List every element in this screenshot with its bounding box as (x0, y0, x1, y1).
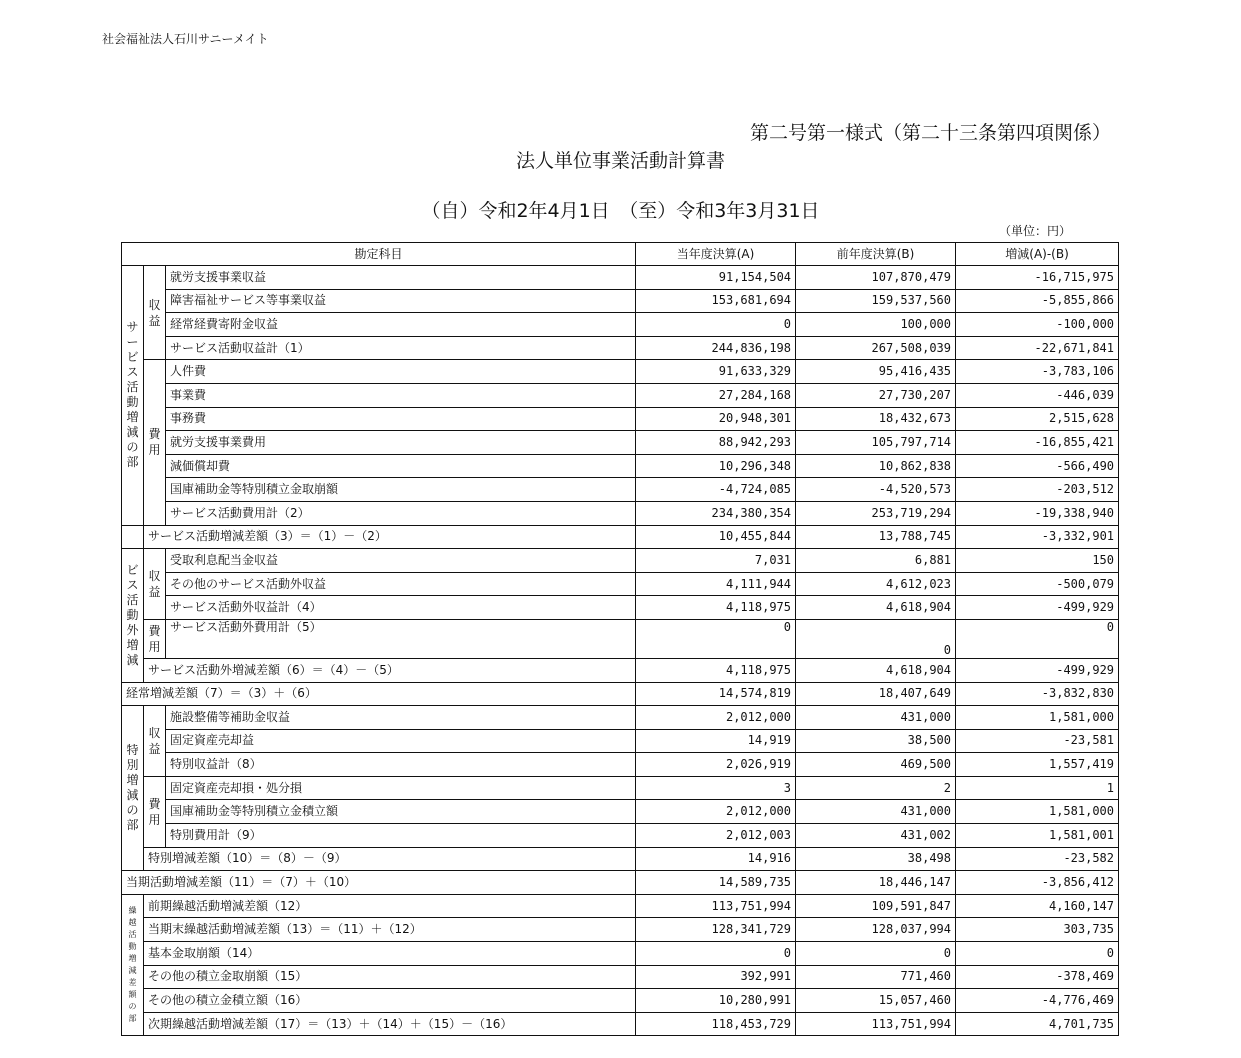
table-row (122, 336, 1119, 360)
value-diff: -3,832,830 (956, 682, 1119, 706)
value-prior: 109,591,847 (796, 894, 956, 918)
table-row (122, 871, 1119, 895)
table-row (122, 918, 1119, 942)
value-diff: 1,581,000 (956, 706, 1119, 730)
group-expense: 費用 (144, 776, 166, 847)
row-label: 当期活動増減差額（11）＝（7）＋（10） (122, 871, 636, 895)
table-row (122, 824, 1119, 848)
value-diff: -499,929 (956, 596, 1119, 620)
form-number: 第二号第一様式（第二十三条第四項関係） (749, 122, 1111, 144)
table-row (122, 682, 1119, 706)
value-diff: -3,332,901 (956, 525, 1119, 549)
row-label: サービス活動収益計（1） (166, 336, 636, 360)
row-label: 特別収益計（8） (166, 753, 636, 777)
row-label: その他の積立金積立額（16） (144, 989, 636, 1013)
col-difference: 増減(A)-(B) (956, 243, 1119, 266)
value-current: 128,341,729 (636, 918, 796, 942)
value-current: 10,280,991 (636, 989, 796, 1013)
table-row (122, 706, 1119, 730)
col-account: 勘定科目 (122, 243, 636, 266)
value-diff: -203,512 (956, 478, 1119, 502)
value-prior: 38,498 (796, 847, 956, 871)
value-diff: -4,776,469 (956, 989, 1119, 1013)
value-diff: -3,783,106 (956, 360, 1119, 384)
value-current: 14,574,819 (636, 682, 796, 706)
value-prior: 4,618,904 (796, 596, 956, 620)
value-prior: 107,870,479 (796, 266, 956, 290)
table-row (122, 989, 1119, 1013)
value-current: 4,118,975 (636, 658, 796, 682)
organization-name: 社会福祉法人石川サニーメイト (102, 32, 269, 46)
table-row (122, 965, 1119, 989)
value-prior: 15,057,460 (796, 989, 956, 1013)
row-label: 事務費 (166, 407, 636, 431)
value-prior: 2 (796, 776, 956, 800)
value-prior: 0 (796, 942, 956, 966)
value-prior: 4,612,023 (796, 572, 956, 596)
value-current: 88,942,293 (636, 431, 796, 455)
table-row (122, 800, 1119, 824)
group-expense: 費用 (144, 360, 166, 525)
value-current: 118,453,729 (636, 1012, 796, 1036)
table-row (122, 454, 1119, 478)
section-non-service: ビス活動外増減 (122, 549, 144, 682)
value-prior: 13,788,745 (796, 525, 956, 549)
table-row (122, 776, 1119, 800)
row-label: サービス活動外増減差額（6）＝（4）－（5） (144, 658, 636, 682)
value-current: 91,154,504 (636, 266, 796, 290)
table-row (122, 313, 1119, 337)
value-prior: 18,407,649 (796, 682, 956, 706)
value-prior: 113,751,994 (796, 1012, 956, 1036)
row-label: 特別増減差額（10）＝（8）－（9） (144, 847, 636, 871)
value-diff: -22,671,841 (956, 336, 1119, 360)
value-current: 14,916 (636, 847, 796, 871)
value-prior: 105,797,714 (796, 431, 956, 455)
value-diff: 150 (956, 549, 1119, 573)
value-prior: 0 (796, 619, 956, 658)
row-label: 就労支援事業収益 (166, 266, 636, 290)
row-label: 人件費 (166, 360, 636, 384)
unit-label: （単位：円） (998, 224, 1071, 238)
value-current: 2,012,000 (636, 706, 796, 730)
row-label: 固定資産売却益 (166, 729, 636, 753)
row-label: 当期末繰越活動増減差額（13）＝（11）＋（12） (144, 918, 636, 942)
section-special: 特別増減の部 (122, 706, 144, 871)
value-diff: 303,735 (956, 918, 1119, 942)
row-label: 経常増減差額（7）＝（3）＋（6） (122, 682, 636, 706)
group-income: 収益 (144, 706, 166, 777)
row-label: 特別費用計（9） (166, 824, 636, 848)
value-diff: -446,039 (956, 383, 1119, 407)
value-diff: 2,515,628 (956, 407, 1119, 431)
value-current: 10,455,844 (636, 525, 796, 549)
row-label: 受取利息配当金収益 (166, 549, 636, 573)
value-prior: 469,500 (796, 753, 956, 777)
col-prior-year: 前年度決算(B) (796, 243, 956, 266)
value-diff: 4,160,147 (956, 894, 1119, 918)
table-row (122, 894, 1119, 918)
value-current: 0 (636, 313, 796, 337)
value-prior: 10,862,838 (796, 454, 956, 478)
value-diff: -23,582 (956, 847, 1119, 871)
value-prior: 18,432,673 (796, 407, 956, 431)
section-service: サービス活動増減の部 (122, 266, 144, 526)
value-current: 113,751,994 (636, 894, 796, 918)
value-prior: 100,000 (796, 313, 956, 337)
value-prior: 27,730,207 (796, 383, 956, 407)
value-current: 7,031 (636, 549, 796, 573)
row-label: 就労支援事業費用 (166, 431, 636, 455)
row-label: サービス活動増減差額（3）＝（1）－（2） (144, 525, 636, 549)
value-diff: 0 (956, 619, 1119, 658)
value-diff: -16,715,975 (956, 266, 1119, 290)
value-prior: 18,446,147 (796, 871, 956, 895)
table-row (122, 1012, 1119, 1036)
value-prior: 159,537,560 (796, 289, 956, 313)
value-current: 153,681,694 (636, 289, 796, 313)
value-diff: -19,338,940 (956, 501, 1119, 525)
value-diff: 1,581,000 (956, 800, 1119, 824)
value-prior: 95,416,435 (796, 360, 956, 384)
row-label: 減価償却費 (166, 454, 636, 478)
value-diff: -566,490 (956, 454, 1119, 478)
blank-cell (122, 525, 144, 549)
table-row (122, 478, 1119, 502)
value-prior: 431,000 (796, 706, 956, 730)
value-current: 10,296,348 (636, 454, 796, 478)
row-label: 国庫補助金等特別積立金積立額 (166, 800, 636, 824)
value-diff: 1,557,419 (956, 753, 1119, 777)
row-label: 国庫補助金等特別積立金取崩額 (166, 478, 636, 502)
value-prior: -4,520,573 (796, 478, 956, 502)
value-current: 0 (636, 942, 796, 966)
row-label: 経常経費寄附金収益 (166, 313, 636, 337)
value-prior: 253,719,294 (796, 501, 956, 525)
value-diff: -378,469 (956, 965, 1119, 989)
table-row (122, 501, 1119, 525)
row-label: 事業費 (166, 383, 636, 407)
row-label: その他のサービス活動外収益 (166, 572, 636, 596)
value-current: 4,118,975 (636, 596, 796, 620)
value-diff: 4,701,735 (956, 1012, 1119, 1036)
row-label: サービス活動費用計（2） (166, 501, 636, 525)
table-row (122, 729, 1119, 753)
value-current: 3 (636, 776, 796, 800)
value-current: 27,284,168 (636, 383, 796, 407)
row-label: 次期繰越活動増減差額（17）＝（13）＋（14）＋（15）－（16） (144, 1012, 636, 1036)
value-current: -4,724,085 (636, 478, 796, 502)
table-row (122, 847, 1119, 871)
group-income: 収益 (144, 266, 166, 360)
document-title: 法人単位事業活動計算書 (515, 150, 725, 172)
row-label: サービス活動外収益計（4） (166, 596, 636, 620)
row-label: サービス活動外費用計（5） (166, 619, 636, 658)
row-label: 基本金取崩額（14） (144, 942, 636, 966)
value-diff: -3,856,412 (956, 871, 1119, 895)
value-diff: -499,929 (956, 658, 1119, 682)
table-row (122, 942, 1119, 966)
value-current: 4,111,944 (636, 572, 796, 596)
value-current: 234,380,354 (636, 501, 796, 525)
value-prior: 128,037,994 (796, 918, 956, 942)
group-income: 収益 (144, 549, 166, 620)
value-current: 14,919 (636, 729, 796, 753)
table-row (122, 266, 1119, 290)
value-current: 91,633,329 (636, 360, 796, 384)
row-label: 障害福祉サービス等事業収益 (166, 289, 636, 313)
value-prior: 431,002 (796, 824, 956, 848)
row-label: その他の積立金取崩額（15） (144, 965, 636, 989)
activity-statement-table (121, 242, 1119, 1036)
value-diff: -5,855,866 (956, 289, 1119, 313)
value-current: 2,012,003 (636, 824, 796, 848)
value-current: 2,026,919 (636, 753, 796, 777)
table-row (122, 360, 1119, 384)
value-current: 244,836,198 (636, 336, 796, 360)
table-row (122, 407, 1119, 431)
table-row (122, 525, 1119, 549)
fiscal-period: （自）令和2年4月1日 （至）令和3年3月31日 (421, 200, 820, 222)
table-row (122, 549, 1119, 573)
value-diff: -16,855,421 (956, 431, 1119, 455)
value-diff: 1,581,001 (956, 824, 1119, 848)
group-expense: 費用 (144, 619, 166, 658)
value-current: 20,948,301 (636, 407, 796, 431)
table-row (122, 619, 1119, 658)
value-current: 14,589,735 (636, 871, 796, 895)
value-diff: -23,581 (956, 729, 1119, 753)
value-prior: 4,618,904 (796, 658, 956, 682)
value-diff: -500,079 (956, 572, 1119, 596)
value-diff: -100,000 (956, 313, 1119, 337)
row-label: 施設整備等補助金収益 (166, 706, 636, 730)
table-row (122, 289, 1119, 313)
col-current-year: 当年度決算(A) (636, 243, 796, 266)
section-carry-forward: 繰越活動増減差額の部 (122, 894, 144, 1036)
row-label: 固定資産売却損・処分損 (166, 776, 636, 800)
value-current: 0 (636, 619, 796, 658)
value-prior: 771,460 (796, 965, 956, 989)
value-diff: 0 (956, 942, 1119, 966)
value-diff: 1 (956, 776, 1119, 800)
table-row (122, 431, 1119, 455)
value-current: 392,991 (636, 965, 796, 989)
value-prior: 38,500 (796, 729, 956, 753)
table-row (122, 572, 1119, 596)
header-row (122, 243, 1119, 266)
value-prior: 6,881 (796, 549, 956, 573)
row-label: 前期繰越活動増減差額（12） (144, 894, 636, 918)
value-current: 2,012,000 (636, 800, 796, 824)
table-row (122, 596, 1119, 620)
table-row (122, 753, 1119, 777)
table-row (122, 658, 1119, 682)
value-prior: 431,000 (796, 800, 956, 824)
value-prior: 267,508,039 (796, 336, 956, 360)
table-row (122, 383, 1119, 407)
